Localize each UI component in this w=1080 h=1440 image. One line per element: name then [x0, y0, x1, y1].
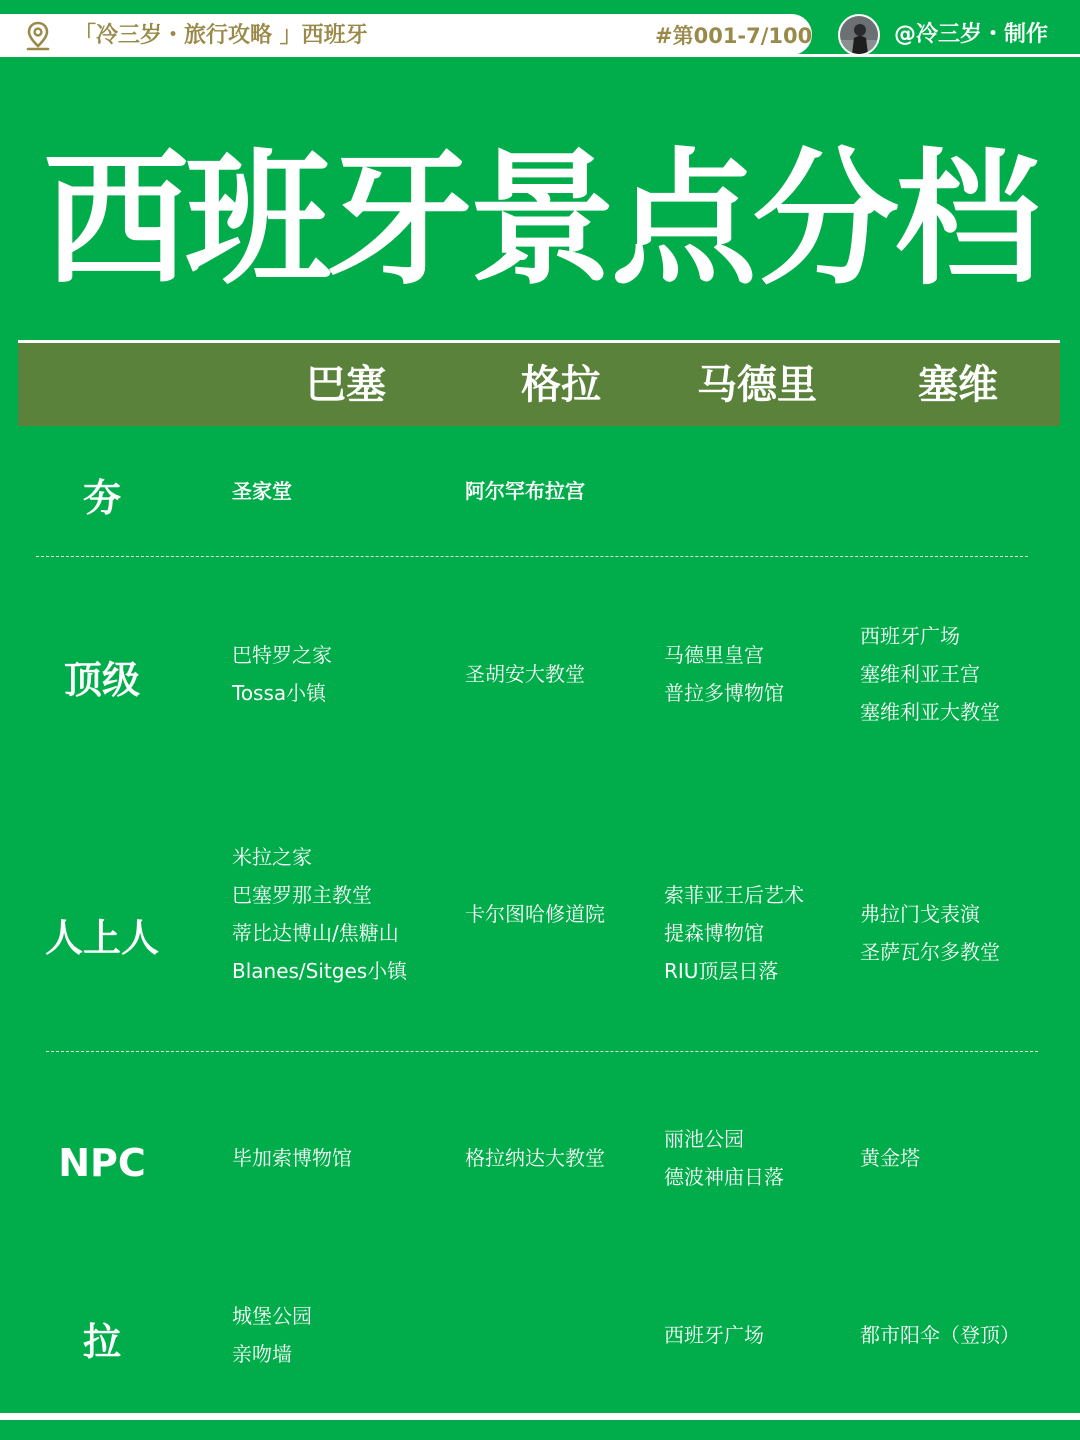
tier-excellent-madrid: [664, 636, 784, 712]
column-header-seville: 塞维: [918, 362, 998, 408]
spot-item: Blanes/Sitges小镇: [232, 959, 408, 983]
footer-rule: [0, 1413, 1080, 1420]
tier-divider: [36, 556, 1028, 557]
spot-item: 毕加索博物馆: [232, 1146, 352, 1170]
spot-item: 圣胡安大教堂: [465, 662, 585, 686]
spot-item: 圣家堂: [232, 479, 292, 503]
column-header-madrid: 马德里: [697, 362, 817, 408]
tier-excellent-seville: [860, 617, 1000, 731]
spot-item: 黄金塔: [860, 1146, 920, 1170]
spot-item: 城堡公园: [232, 1304, 312, 1328]
tier-great-barcelona: [232, 838, 407, 990]
tier-label-excellent: 顶级: [63, 658, 140, 702]
tier-excellent-barcelona: [232, 636, 332, 712]
spot-item: 西班牙广场: [664, 1323, 764, 1347]
spot-item: 卡尔图哈修道院: [465, 902, 605, 926]
tier-npc-granada: [465, 1139, 605, 1177]
spot-item: RIU顶层日落: [664, 959, 779, 983]
tier-npc-barcelona: [232, 1139, 352, 1177]
series-title: 「冷三岁・旅行攻略 」西班牙: [74, 23, 368, 48]
spot-item: 阿尔罕布拉宫: [465, 479, 585, 503]
spot-item: 都市阳伞（登顶）: [860, 1323, 1020, 1347]
spot-item: 巴塞罗那主教堂: [232, 883, 372, 907]
tier-top-granada: [465, 472, 585, 510]
tier-label-top: 夯: [82, 476, 121, 520]
spot-item: 塞维利亚大教堂: [860, 700, 1000, 724]
tier-great-granada: [465, 895, 605, 933]
header-rule: [0, 54, 1080, 57]
spot-item: 塞维利亚王宫: [860, 662, 980, 686]
spot-item: 巴特罗之家: [232, 643, 332, 667]
spot-item: 弗拉门戈表演: [860, 902, 980, 926]
tier-bottom-seville: [860, 1316, 1020, 1354]
tier-npc-madrid: [664, 1120, 784, 1196]
tier-bottom-barcelona: [232, 1297, 312, 1373]
tier-divider: [46, 1051, 1038, 1052]
column-header-granada: 格拉: [521, 362, 601, 408]
spot-item: 丽池公园: [664, 1127, 744, 1151]
spot-item: 索菲亚王后艺术: [664, 883, 804, 907]
spot-item: 亲吻墙: [232, 1342, 292, 1366]
column-header-barcelona: 巴塞: [306, 362, 386, 408]
tier-label-npc: NPC: [58, 1141, 146, 1185]
tier-top-barcelona: [232, 472, 292, 510]
spot-item: 德波神庙日落: [664, 1165, 784, 1189]
author-credit: @冷三岁・制作: [894, 22, 1049, 47]
tier-great-seville: [860, 895, 1000, 971]
tier-label-bottom: 拉: [82, 1320, 121, 1364]
spot-item: Tossa小镇: [232, 681, 327, 705]
spot-item: 蒂比达博山/焦糖山: [232, 921, 399, 945]
tier-bottom-madrid: [664, 1316, 764, 1354]
spot-item: 米拉之家: [232, 845, 312, 869]
tier-label-great: 人上人: [44, 916, 159, 960]
page-title: 西班牙景点分档: [43, 135, 1037, 305]
spot-item: 圣萨瓦尔多教堂: [860, 940, 1000, 964]
spot-item: 格拉纳达大教堂: [465, 1146, 605, 1170]
tier-npc-seville: [860, 1139, 920, 1177]
tier-excellent-granada: [465, 655, 585, 693]
location-pin-icon: [23, 20, 53, 52]
spot-item: 普拉多博物馆: [664, 681, 784, 705]
spot-item: 提森博物馆: [664, 921, 764, 945]
spot-item: 马德里皇宫: [664, 643, 764, 667]
avatar[interactable]: [838, 14, 880, 56]
tier-great-madrid: [664, 876, 804, 990]
episode-label: #第001-7/100: [655, 24, 813, 48]
spot-item: 西班牙广场: [860, 624, 960, 648]
